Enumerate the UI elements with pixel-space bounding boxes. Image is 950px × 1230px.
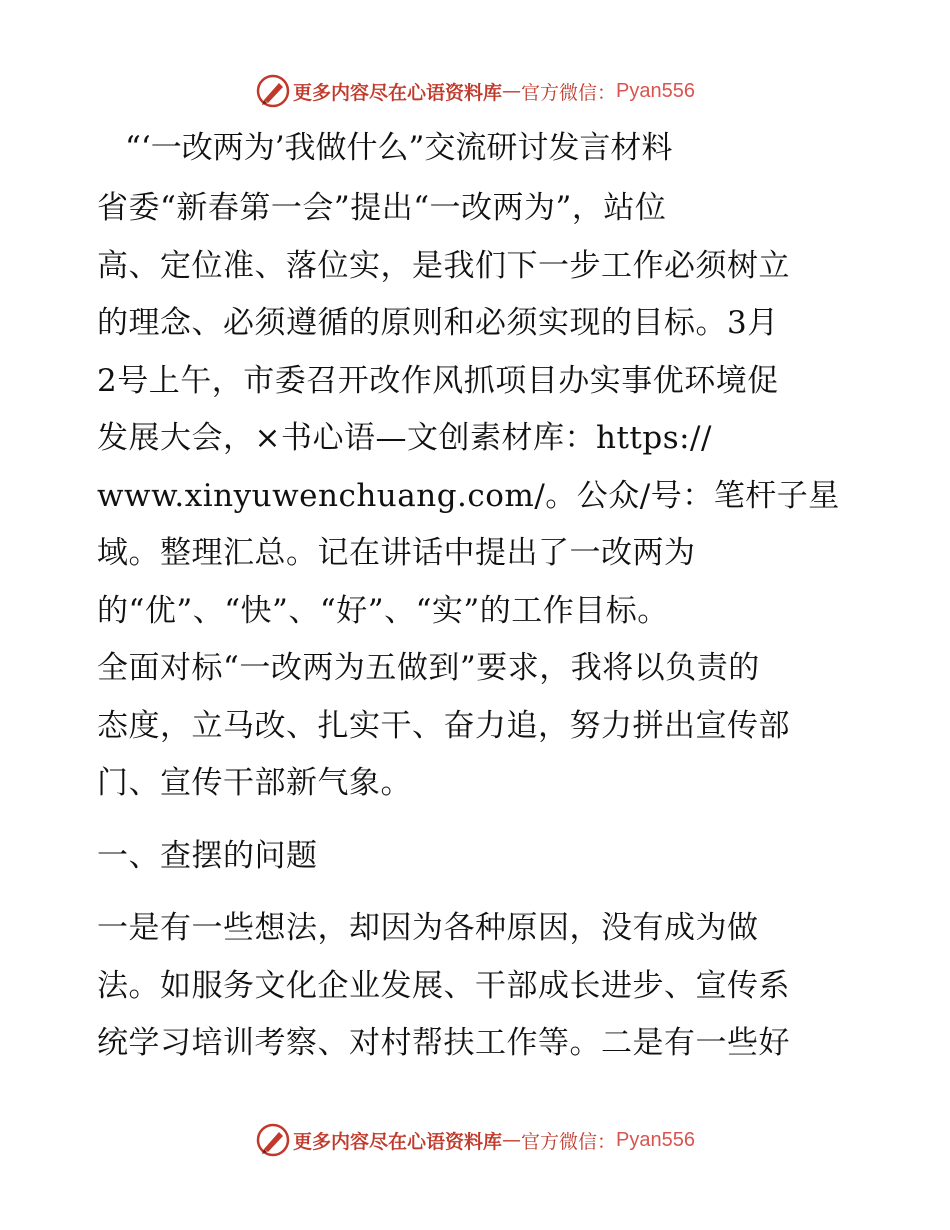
text-line: 的“优”、“快”、“好”、“实”的工作目标。: [97, 592, 669, 629]
document-title: “‘一改两为’我做什么”交流研讨发言材料: [125, 130, 673, 166]
text-line: 法。如服务文化企业发展、干部成长进步、宣传系: [97, 967, 790, 1004]
banner-wechat-label: 官方微信：: [521, 81, 617, 104]
banner-main-text: 更多内容尽在心语资料库: [293, 1130, 503, 1153]
text-line: 门、宣传干部新气象。: [97, 765, 412, 801]
banner-dash: —: [502, 1129, 522, 1151]
text-line: 态度，立马改、扎实干、奋力追，努力拼出宣传部: [97, 707, 790, 744]
paragraph-problems: [97, 900, 857, 1073]
banner-main-text: 更多内容尽在心语资料库: [293, 81, 503, 104]
pen-logo-icon: [255, 73, 291, 109]
pen-logo-icon: [255, 1122, 291, 1158]
banner-dash: —: [502, 80, 522, 102]
text-line: 统学习培训考察、对村帮扶工作等。二是有一些好: [97, 1025, 790, 1061]
text-line: 省委“新春第一会”提出“一改两为”，站位: [97, 190, 667, 226]
text-line: 发展大会，×书心语—文创素材库：https://: [97, 420, 712, 456]
text-line: 2号上午，市委召开改作风抓项目办实事优环境促: [97, 362, 779, 399]
text-line: 全面对标“一改两为五做到”要求，我将以负责的: [97, 650, 760, 686]
banner-wechat-id: Pyan556: [616, 79, 695, 102]
text-line: 的理念、必须遵循的原则和必须实现的目标。3月: [97, 305, 779, 341]
text-line: 一是有一些想法，却因为各种原因，没有成为做: [97, 910, 759, 946]
text-line: www.xinyuwenchuang.com/。公众/号：笔杆子星: [97, 477, 840, 514]
document-body: [97, 120, 857, 1073]
footer-watermark-banner: [0, 1120, 950, 1160]
paragraph-intro: [97, 180, 857, 813]
banner-wechat-label: 官方微信：: [521, 1130, 617, 1153]
section-heading: 一、查摆的问题: [97, 837, 318, 874]
text-line: 域。整理汇总。记在讲话中提出了一改两为: [97, 535, 696, 571]
banner-wechat-id: Pyan556: [616, 1128, 695, 1151]
header-watermark-banner: [0, 71, 950, 111]
text-line: 高、定位准、落位实，是我们下一步工作必须树立: [97, 247, 790, 284]
